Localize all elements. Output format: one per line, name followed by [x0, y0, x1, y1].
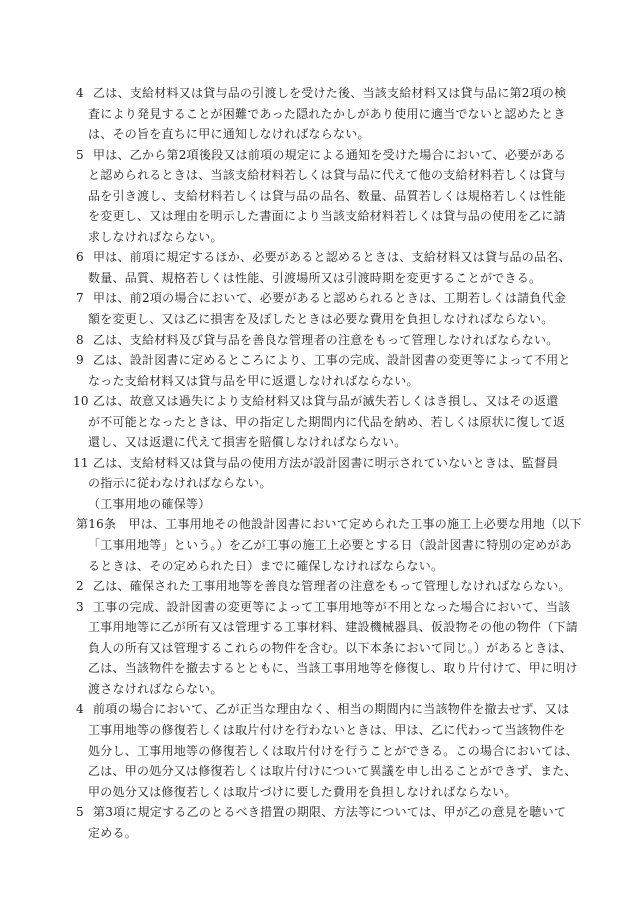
text-line	[76, 802, 576, 823]
text-line	[76, 823, 576, 844]
paragraph-text: 乙は、支給材料及び貸与品を善良な管理者の注意をもって管理しなければならない。	[93, 332, 559, 347]
text-line	[76, 473, 576, 494]
text-line	[76, 679, 576, 700]
paragraph-text: 乙は、支給材料又は貸与品の引渡しを受けた後、当該支給材料又は貸与品に第2項の検	[93, 86, 567, 100]
paragraph-number: 10	[73, 394, 89, 409]
paragraph-number: 7	[76, 291, 84, 306]
paragraph-number: 9	[76, 353, 84, 368]
paragraph-text: なった支給材料又は貸与品を甲に返還しなければならない。	[88, 373, 419, 388]
text-line	[76, 658, 576, 679]
text-line	[76, 145, 576, 166]
paragraph-text: 第3項に規定する乙のとるべき措置の期限、方法等については、甲が乙の意見を聴いて	[93, 805, 567, 820]
paragraph-text: 求しなければならない。	[88, 229, 223, 244]
paragraph-text: 前項の場合において、乙が正当な理由なく、相当の期間内に当該物件を撤去せず、又は	[93, 702, 570, 717]
paragraph-text: 甲は、乙から第2項後段又は前項の規定による通知を受けた場合において、必要がある	[93, 147, 567, 162]
paragraph-number: 2	[76, 579, 84, 594]
text-line	[76, 247, 576, 268]
paragraph-text: 甲は、前2項の場合において、必要があると認められるときは、工期若しくは請負代金	[93, 291, 567, 306]
text-line	[76, 782, 576, 803]
paragraph-text: 乙は、設計図書に定めるところにより、工事の完成、設計図書の変更等によって不用と	[93, 353, 571, 368]
text-line	[73, 391, 576, 412]
text-line	[76, 412, 576, 433]
text-line	[76, 330, 576, 351]
text-line	[76, 83, 576, 104]
text-line	[76, 514, 582, 535]
contract-text	[73, 83, 582, 843]
text-line	[76, 124, 576, 145]
paragraph-text: 甲の処分又は修復若しくは取片づけに要した費用を負担しなければならない。	[88, 784, 517, 799]
paragraph-text: 数量、品質、規格若しくは性能、引渡場所又は引渡時期を変更することができる。	[88, 270, 542, 285]
paragraph-text: 工事用地等の修復若しくは取片付けを行わないときは、甲は、乙に代わって当該物件を	[88, 722, 566, 737]
paragraph-number: 11	[73, 455, 89, 470]
paragraph-text: 乙は、甲の処分又は修復若しくは取片付けについて異議を申し出ることができず、また、	[88, 764, 577, 779]
article-text: 第16条 甲は、工事用地その他設計図書において定められた工事の施工上必要な用地（以下	[76, 517, 582, 532]
paragraph-number: 5	[76, 805, 84, 820]
paragraph-text: 定める。	[88, 825, 138, 840]
text-line	[76, 371, 576, 392]
paragraph-number: 5	[76, 147, 84, 162]
paragraph-number: 3	[76, 599, 84, 614]
paragraph-text: 「工事用地等」という。）を乙が工事の施工上必要とする日（設計図書に特別の定めがあ	[88, 538, 573, 553]
paragraph-text: 乙は、当該物件を撤去するとともに、当該工事用地等を修復し、取り片付けて、甲に明け	[88, 661, 578, 676]
paragraph-number: 6	[76, 250, 84, 265]
text-line	[76, 720, 576, 741]
paragraph-text: が不可能となったときは、甲の指定した期間内に代品を納め、若しくは原状に復して返	[88, 414, 566, 429]
paragraph-text: 乙は、故意又は過失により支給材料又は貸与品が滅失若しくはき損し、又はその返還	[93, 394, 559, 409]
text-line	[76, 432, 576, 453]
text-line	[76, 535, 576, 556]
text-line	[76, 597, 576, 618]
paragraph-text: 工事の完成、設計図書の変更等によって工事用地等が不用となった場合において、当該	[93, 599, 571, 614]
paragraph-text: 負人の所有又は管理するこれらの物件を含む。以下本条において同じ。）があるときは、	[88, 640, 573, 655]
text-line	[76, 186, 576, 207]
text-line	[76, 309, 576, 330]
paragraph-text: 乙は、支給材料又は貸与品の使用方法が設計図書に明示されていないときは、監督員	[93, 455, 559, 470]
text-line	[76, 741, 579, 762]
paragraph-text: 乙は、確保された工事用地等を善良な管理者の注意をもって管理しなければならない。	[93, 579, 571, 594]
text-line	[73, 453, 576, 474]
text-line	[76, 556, 576, 577]
text-line	[76, 699, 576, 720]
paragraph-text: 還し、又は返還に代えて損害を賠償しなければならない。	[88, 435, 407, 450]
text-line	[76, 761, 576, 782]
text-line	[76, 104, 576, 125]
paragraph-text: 工事用地等に乙が所有又は管理する工事材料、建設機械器具、仮設物その他の物件（下請	[88, 620, 579, 635]
text-line	[76, 350, 576, 371]
text-line	[76, 206, 576, 227]
paragraph-text: を変更し、又は理由を明示した書面により当該支給材料若しくは貸与品の使用を乙に請	[88, 209, 566, 224]
paragraph-text: 渡さなければならない。	[88, 681, 223, 696]
paragraph-text: 額を変更し、又は乙に損害を及ぼしたときは必要な費用を負担しなければならない。	[88, 312, 554, 327]
paragraph-text: 査により発見することが困難であった隠れたかしがあり使用に適当でないと認めたとき	[88, 106, 566, 121]
paragraph-number: 4	[76, 86, 84, 100]
text-line	[76, 638, 576, 659]
text-line	[76, 494, 576, 515]
paragraph-text: 処分し、工事用地等の修復若しくは取片付けを行うことができる。この場合においては、	[88, 743, 579, 758]
paragraph-text: 品を引き渡し、支給材料若しくは貸与品の品名、数量、品質若しくは規格若しくは性能	[88, 188, 566, 203]
paragraph-text: は、その旨を直ちに甲に通知しなければならない。	[88, 127, 370, 142]
paragraph-text: の指示に従わなければならない。	[88, 476, 272, 491]
paragraph-text: 甲は、前項に規定するほか、必要があると認めるときは、支給材料又は貸与品の品名、	[93, 250, 571, 265]
paragraph-number: 4	[76, 702, 84, 717]
section-heading: （工事用地の確保等）	[88, 496, 211, 511]
text-line	[76, 576, 576, 597]
text-line	[76, 227, 576, 248]
paragraph-number: 8	[76, 332, 84, 347]
text-line	[76, 288, 576, 309]
paragraph-text: るときは、その定められた日）までに確保しなければならない。	[88, 558, 444, 573]
text-line	[76, 617, 579, 638]
paragraph-text: と認められるときは、当該支給材料若しくは貸与品に代えて他の支給材料若しくは貸与	[88, 168, 566, 183]
text-line	[76, 165, 576, 186]
text-line	[76, 268, 576, 289]
